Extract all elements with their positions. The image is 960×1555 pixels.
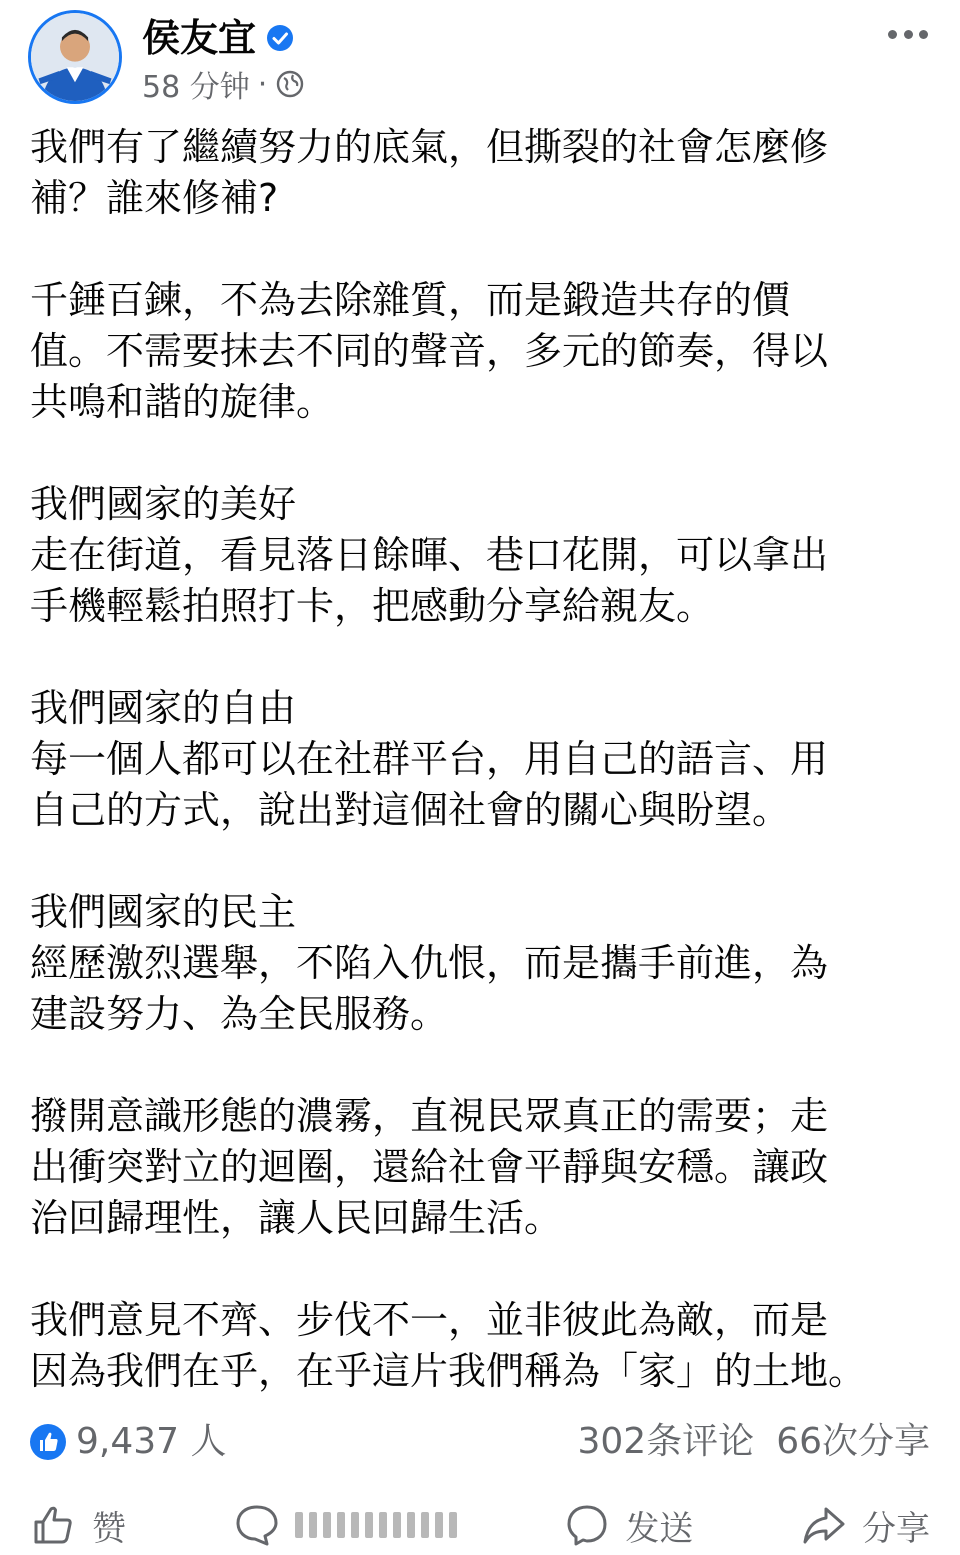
like-button[interactable]	[30, 1501, 126, 1550]
post-paragraph: 撥開意識形態的濃霧，直視民眾真正的需要；走 出衝突對立的迴圈，還給社會平靜與安穩。讓政 治回歸理性，讓人民回歸生活。	[30, 1094, 829, 1240]
comment-button[interactable]	[233, 1501, 457, 1549]
post-paragraph: 我們國家的自由 每一個人都可以在社群平台，用自己的語言、用 自己的方式，說出對這個社會的關心與盼望。	[30, 686, 829, 832]
post-stats	[0, 1416, 960, 1468]
share-arrow-icon	[800, 1501, 848, 1549]
more-dot	[888, 30, 897, 39]
share-label: 分享	[861, 1508, 930, 1549]
share-count[interactable]: 66次分享	[776, 1421, 930, 1462]
more-dot	[919, 30, 928, 39]
reaction-count[interactable]: 9,437 人	[76, 1421, 227, 1462]
more-dot	[904, 30, 913, 39]
send-button[interactable]	[563, 1501, 693, 1550]
comment-count[interactable]: 302条评论	[577, 1421, 755, 1462]
messenger-icon	[563, 1501, 611, 1549]
post-paragraph: 我們有了繼續努力的底氣，但撕裂的社會怎麼修 補？誰來修補?	[30, 125, 829, 220]
post-paragraph: 我們國家的美好 走在街道，看見落日餘暉、巷口花開，可以拿出 手機輕鬆拍照打卡，把感動分享給親友。	[30, 482, 829, 628]
post-time[interactable]: 58 分钟	[142, 70, 250, 105]
author-avatar[interactable]	[28, 10, 122, 104]
author-name-row	[142, 12, 294, 64]
send-label: 发送	[625, 1508, 694, 1549]
author-name[interactable]: 侯友宜	[142, 16, 257, 60]
share-button[interactable]	[800, 1501, 930, 1550]
post-paragraph: 我們意見不齊、步伐不一，並非彼此為敵，而是 因為我們在乎，在乎這片我們稱為「家」的土地。	[30, 1298, 867, 1393]
post-paragraph: 我們國家的民主 經歷激烈選舉，不陷入仇恨，而是攜手前進，為 建設努力、為全民服務。	[30, 890, 829, 1036]
post-meta	[142, 62, 305, 106]
more-options-icon[interactable]	[888, 24, 928, 44]
post-body	[0, 122, 960, 1397]
comment-icon	[233, 1501, 281, 1549]
post-paragraph: 千錘百鍊，不為去除雜質，而是鍛造共存的價 值。不需要抹去不同的聲音，多元的節奏，得以 共鳴和諧的旋律。	[30, 278, 829, 424]
globe-icon	[275, 69, 305, 99]
verified-badge-icon	[266, 24, 294, 52]
like-reaction-icon[interactable]	[30, 1424, 66, 1460]
post-header	[0, 0, 960, 120]
engagement-counts	[577, 1416, 930, 1468]
action-bar	[0, 1495, 960, 1555]
like-label: 赞	[92, 1508, 126, 1549]
thumbs-up-icon	[30, 1501, 78, 1549]
comment-label-obscured	[295, 1512, 457, 1538]
meta-separator: ·	[257, 66, 268, 102]
